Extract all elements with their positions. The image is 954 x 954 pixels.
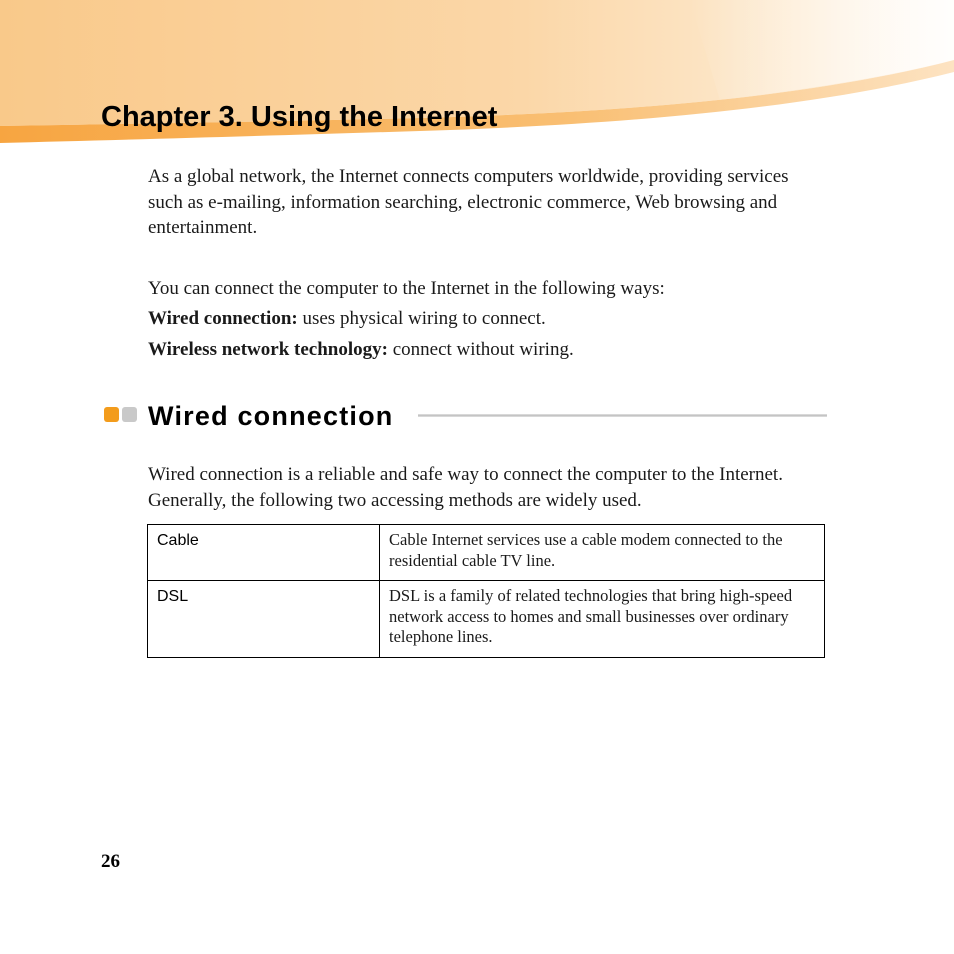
orange-square-bullet-icon (104, 407, 119, 422)
chapter-title: Chapter 3. Using the Internet (101, 101, 498, 133)
way-description: connect without wiring. (387, 339, 574, 360)
grey-square-bullet-icon (122, 407, 137, 422)
way-wired (148, 306, 546, 332)
section-divider (418, 414, 827, 417)
method-description: DSL is a family of related technologies that bring high-speed network access to homes and small businesses over ordinary telephone lines. (380, 581, 825, 658)
intro-paragraph: As a global network, the Internet connects computers worldwide, providing services such as e-mailing, information searching, electronic commerce, Web browsing and entertainment. (148, 166, 789, 238)
method-description: Cable Internet services use a cable modem connected to the residential cable TV line. (380, 525, 825, 581)
method-name: DSL (148, 581, 380, 658)
way-description: uses physical wiring to connect. (297, 308, 546, 329)
ways-intro: You can connect the computer to the Internet in the following ways: (148, 278, 665, 299)
access-methods-table (147, 524, 825, 658)
section-title: Wired connection (148, 401, 394, 431)
section-intro: Wired connection is a reliable and safe way to connect the computer to the Internet. Generally, the following two accessing methods are widely used. (148, 464, 783, 511)
section-heading (101, 398, 828, 438)
method-name: Cable (148, 525, 380, 581)
way-term: Wired connection: (148, 308, 298, 329)
table-row (148, 581, 825, 658)
table-row (148, 525, 825, 581)
page-number: 26 (101, 851, 120, 872)
way-term: Wireless network technology: (148, 339, 388, 360)
way-wireless (148, 337, 574, 363)
